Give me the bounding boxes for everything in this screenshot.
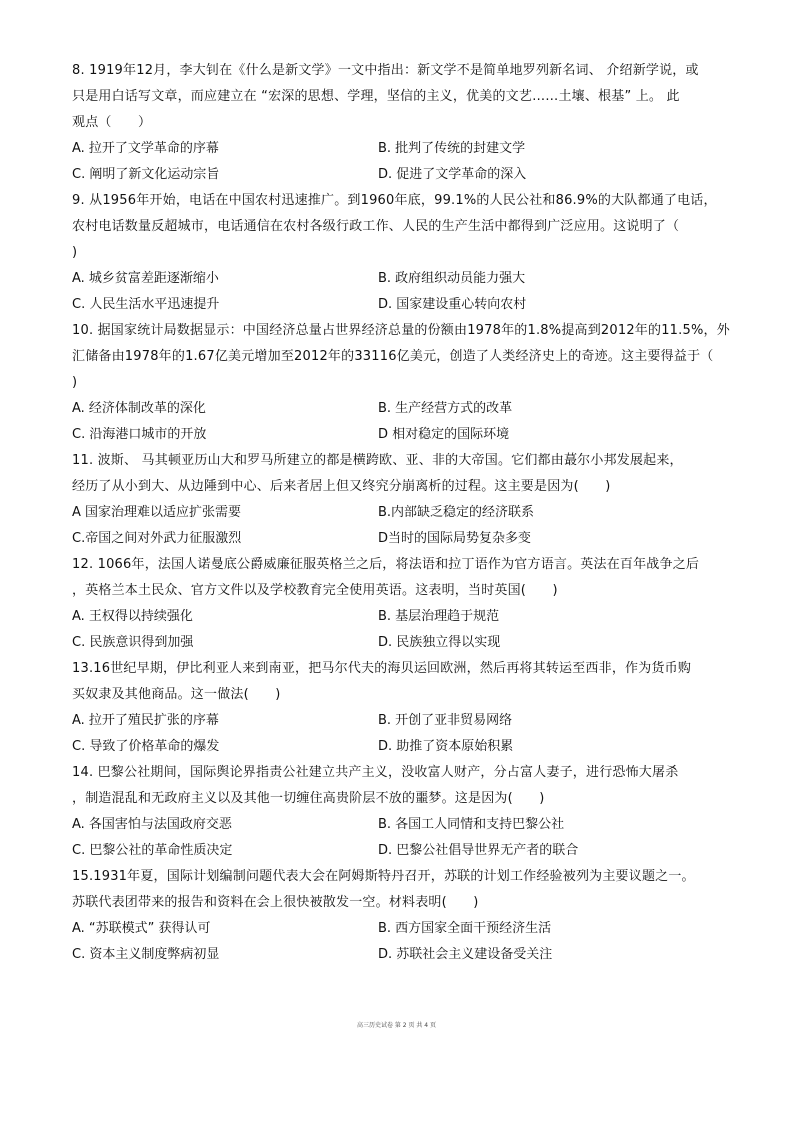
option-c: C. 民族意识得到加强 [72, 635, 194, 650]
question-10 [72, 318, 752, 448]
question-13 [72, 656, 752, 760]
question-11 [72, 448, 752, 552]
question-text-line: 8. 1919年12月，李大钊在《什么是新文学》一文中指出：新文学不是简单地罗列新名词、 介绍新学说，或 [72, 63, 699, 78]
option-a: A 国家治理难以适应扩张需要 [72, 505, 242, 520]
question-text-line: 汇储备由1978年的1.67亿美元增加至2012年的33116亿美元，创造了人类经济史上的奇迹。这主要得益于（ [72, 349, 714, 364]
option-d: D. 苏联社会主义建设备受关注 [378, 947, 553, 962]
option-a: A. “苏联模式” 获得认可 [72, 921, 211, 936]
exam-page [72, 58, 752, 968]
option-b: B. 各国工人同情和支持巴黎公社 [378, 817, 565, 832]
question-14 [72, 760, 752, 864]
options-row [72, 292, 752, 318]
question-text-line: 11. 波斯、 马其顿亚历山大和罗马所建立的都是横跨欧、亚、非的大帝国。它们都由蕞尔小邦发展起来， [72, 453, 683, 468]
options-row [72, 162, 752, 188]
option-b: B. 批判了传统的封建文学 [378, 141, 526, 156]
question-text-line: 15.1931年夏，国际计划编制问题代表大会在阿姆斯特丹召开，苏联的计划工作经验被列为主要议题之一。 [72, 869, 695, 884]
options-row [72, 604, 752, 630]
question-text-line: ，制造混乱和无政府主义以及其他一切缠住高贵阶层不放的噩梦。这是因为( ) [72, 791, 545, 806]
option-c: C. 沿海港口城市的开放 [72, 427, 207, 442]
question-text-line: ) [72, 245, 78, 260]
option-c: C.帝国之间对外武力征服激烈 [72, 531, 242, 546]
question-15 [72, 864, 752, 968]
question-8 [72, 58, 752, 188]
option-c: C. 人民生活水平迅速提升 [72, 297, 220, 312]
option-b: B. 基层治理趋于规范 [378, 609, 500, 624]
question-text-line: 农村电话数量反超城市，电话通信在农村各级行政工作、人民的生产生活中都得到广泛应用。这说明了（ [72, 219, 680, 234]
question-text-line: 14. 巴黎公社期间，国际舆论界指责公社建立共产主义，没收富人财产，分占富人妻子，进行恐怖大屠杀 [72, 765, 679, 780]
question-text-line: ) [72, 375, 78, 390]
question-text-line: 只是用白话写文章，而应建立在 “宏深的思想、学理，坚信的主义，优美的文艺……土壤、根基” 上。 此 [72, 89, 680, 104]
options-row [72, 396, 752, 422]
option-a: A. 经济体制改革的深化 [72, 401, 206, 416]
option-b: B.内部缺乏稳定的经济联系 [378, 505, 535, 520]
question-text-line: 10. 据国家统计局数据显示：中国经济总量占世界经济总量的份额由1978年的1.8%提高到2012年的11.5%，外 [72, 323, 730, 338]
option-c: C. 巴黎公社的革命性质决定 [72, 843, 233, 858]
question-text-line: 经历了从小到大、从边陲到中心、后来者居上但又终究分崩离析的过程。这主要是因为( ) [72, 479, 611, 494]
options-row [72, 708, 752, 734]
options-row [72, 266, 752, 292]
option-c: C. 导致了价格革命的爆发 [72, 739, 220, 754]
option-d: D 相对稳定的国际环境 [378, 427, 510, 442]
options-row [72, 916, 752, 942]
question-9 [72, 188, 752, 318]
option-b: B. 西方国家全面干预经济生活 [378, 921, 552, 936]
option-a: A. 各国害怕与法国政府交恶 [72, 817, 232, 832]
option-a: A. 王权得以持续强化 [72, 609, 193, 624]
options-row [72, 630, 752, 656]
option-c: C. 阐明了新文化运动宗旨 [72, 167, 220, 182]
option-a: A. 城乡贫富差距逐渐缩小 [72, 271, 219, 286]
option-d: D. 民族独立得以实现 [378, 635, 501, 650]
options-row [72, 838, 752, 864]
option-b: B. 政府组织动员能力强大 [378, 271, 526, 286]
question-text-line: 苏联代表团带来的报告和资料在会上很快被散发一空。材料表明( ) [72, 895, 479, 910]
options-row [72, 500, 752, 526]
option-d: D. 巴黎公社倡导世界无产者的联合 [378, 843, 579, 858]
options-row [72, 942, 752, 968]
option-a: A. 拉开了文学革命的序幕 [72, 141, 219, 156]
question-text-line: 买奴隶及其他商品。这一做法( ) [72, 687, 281, 702]
option-d: D. 促进了文学革命的深入 [378, 167, 527, 182]
options-row [72, 734, 752, 760]
option-d: D. 助推了资本原始积累 [378, 739, 514, 754]
page-footer: 高三历史试卷 第 2 页 共 4 页 [356, 1022, 437, 1029]
options-row [72, 136, 752, 162]
option-b: B. 开创了亚非贸易网络 [378, 713, 513, 728]
options-row [72, 422, 752, 448]
option-b: B. 生产经营方式的改革 [378, 401, 513, 416]
option-a: A. 拉开了殖民扩张的序幕 [72, 713, 219, 728]
options-row [72, 812, 752, 838]
option-d: D当时的国际局势复杂多变 [378, 531, 532, 546]
question-text-line: 9. 从1956年开始，电话在中国农村迅速推广。到1960年底，99.1%的人民公社和86.9%的大队都通了电话， [72, 193, 717, 208]
option-d: D. 国家建设重心转向农村 [378, 297, 527, 312]
question-12 [72, 552, 752, 656]
question-text-line: 观点（ ） [72, 115, 152, 130]
question-text-line: 12. 1066年，法国人诺曼底公爵威廉征服英格兰之后，将法语和拉丁语作为官方语言。英法在百年战争之后 [72, 557, 700, 572]
question-text-line: ，英格兰本土民众、官方文件以及学校教育完全使用英语。这表明，当时英国( ) [72, 583, 558, 598]
option-c: C. 资本主义制度弊病初显 [72, 947, 220, 962]
question-text-line: 13.16世纪早期，伊比利亚人来到南亚，把马尔代夫的海贝运回欧洲，然后再将其转运至西非，作为货币购 [72, 661, 692, 676]
options-row [72, 526, 752, 552]
